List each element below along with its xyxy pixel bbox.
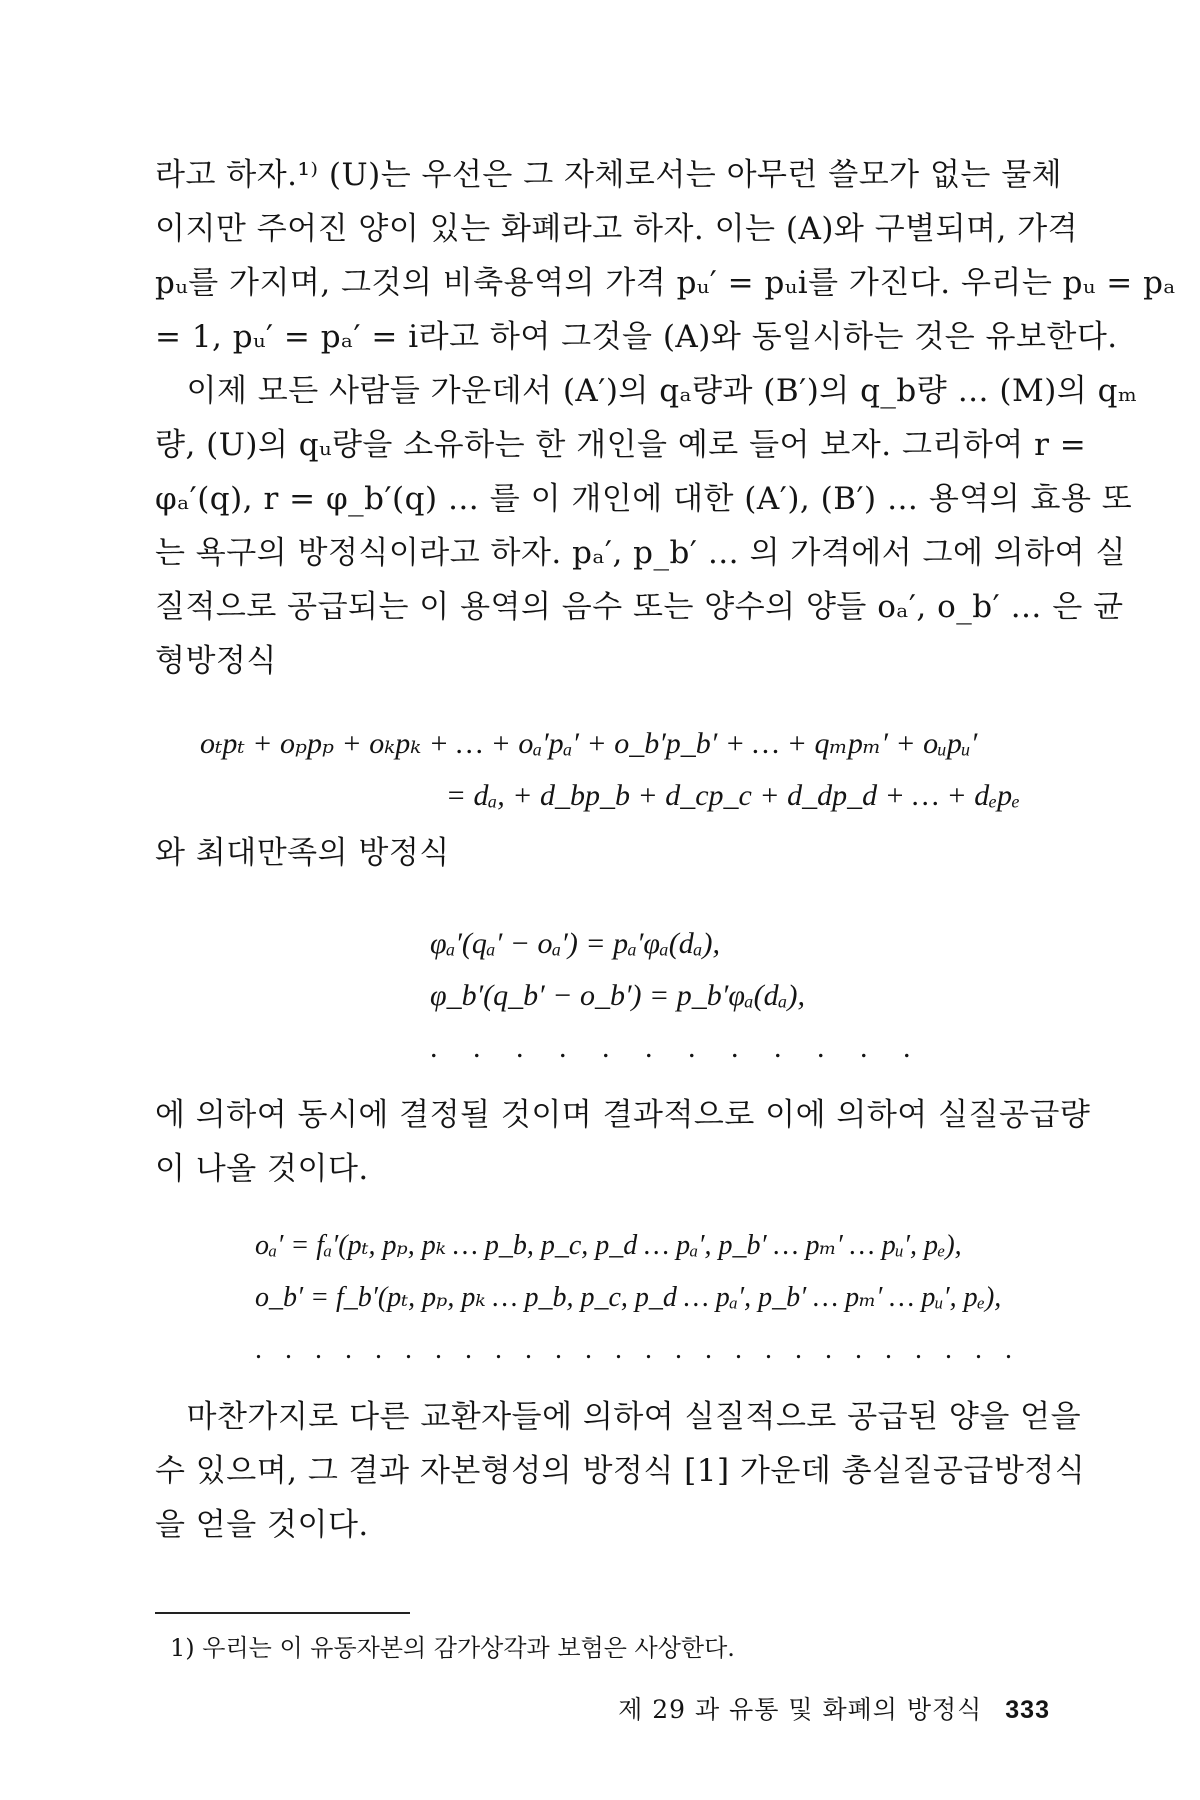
text-line: 형방정식 — [155, 643, 277, 679]
supply-equations — [255, 1220, 1055, 1376]
equation-line: oₜpₜ + oₚpₚ + oₖpₖ + … + oₐ′pₐ′ + o_b′p_b′ + … + qₘpₘ′ + oᵤpᵤ′ — [200, 727, 978, 760]
text-line: 질적으로 공급되는 이 용역의 음수 또는 양수의 양들 oₐ′, o_b′ … 은 균 — [155, 589, 1124, 625]
text-line: 마찬가지로 다른 교환자들에 의하여 실질적으로 공급된 양을 얻을 — [155, 1399, 1082, 1435]
equation-line: φₐ′(qₐ′ − oₐ′) = pₐ′φₐ(dₐ), — [430, 927, 721, 960]
text-line: 량, (U)의 qᵤ량을 소유하는 한 개인을 예로 들어 보자. 그리하여 r = — [155, 427, 1087, 463]
text-line: 에 의하여 동시에 결정될 것이며 결과적으로 이에 의하여 실질공급량 — [155, 1097, 1091, 1133]
text-line: 수 있으며, 그 결과 자본형성의 방정식 [1] 가운데 총실질공급방정식 — [155, 1453, 1086, 1489]
paragraph-3 — [155, 826, 1055, 880]
paragraph-1 — [155, 148, 1176, 364]
page-number: 333 — [1005, 1696, 1050, 1724]
footnote-divider — [155, 1612, 410, 1614]
ellipsis-row: . . . . . . . . . . . . . . . . . . . . . . . . . . — [255, 1334, 1020, 1365]
equation-line: = dₐ, + d_bp_b + d_cp_c + d_dp_d + … + dₑpₑ — [445, 779, 1020, 812]
text-line: = 1, pᵤ′ = pₐ′ = i라고 하여 그것을 (A)와 동일시하는 것은 유보한다. — [155, 319, 1118, 355]
equation-line: oₐ′ = fₐ′(pₜ, pₚ, pₖ … p_b, p_c, p_d … pₐ′, p_b′ … pₘ′ … pᵤ′, pₑ), — [255, 1230, 962, 1261]
equilibrium-equation — [200, 718, 1020, 822]
chapter-title: 제 29 과 유통 및 화폐의 방정식 — [618, 1695, 983, 1724]
text-line: pᵤ를 가지며, 그것의 비축용역의 가격 pᵤ′ = pᵤi를 가진다. 우리는 pᵤ = pₐ — [155, 265, 1176, 301]
text-line: 을 얻을 것이다. — [155, 1507, 369, 1543]
equation-line: φ_b′(q_b′ − o_b′) = p_b′φₐ(dₐ), — [430, 979, 805, 1012]
paragraph-2 — [155, 364, 1138, 688]
text-line: 라고 하자.¹⁾ (U)는 우선은 그 자체로서는 아무런 쓸모가 없는 물체 — [155, 157, 1063, 193]
paragraph-5 — [155, 1390, 1086, 1552]
equation-line: o_b′ = f_b′(pₜ, pₚ, pₖ … p_b, p_c, p_d … pₐ′, p_b′ … pₘ′ … pᵤ′, pₑ), — [255, 1282, 1002, 1313]
text-line: 는 욕구의 방정식이라고 하자. pₐ′, p_b′ … 의 가격에서 그에 의하여 실 — [155, 535, 1126, 571]
text-line: 이제 모든 사람들 가운데서 (A′)의 qₐ량과 (B′)의 q_b량 … (M)의 qₘ — [155, 373, 1138, 409]
text-line: 이 나올 것이다. — [155, 1151, 369, 1187]
text-line: 이지만 주어진 양이 있는 화폐라고 하자. 이는 (A)와 구별되며, 가격 — [155, 211, 1079, 247]
text-line: 와 최대만족의 방정식 — [155, 835, 450, 871]
page-footer — [618, 1692, 1050, 1728]
ellipsis-row: . . . . . . . . . . . . — [430, 1031, 925, 1064]
footnote: 1) 우리는 이 유동자본의 감가상각과 보험은 사상한다. — [170, 1634, 735, 1662]
text-line: φₐ′(q), r = φ_b′(q) … 를 이 개인에 대한 (A′), (B′) … 용역의 효용 또 — [155, 481, 1133, 517]
max-satisfaction-equations — [430, 918, 925, 1074]
paragraph-4 — [155, 1088, 1091, 1196]
